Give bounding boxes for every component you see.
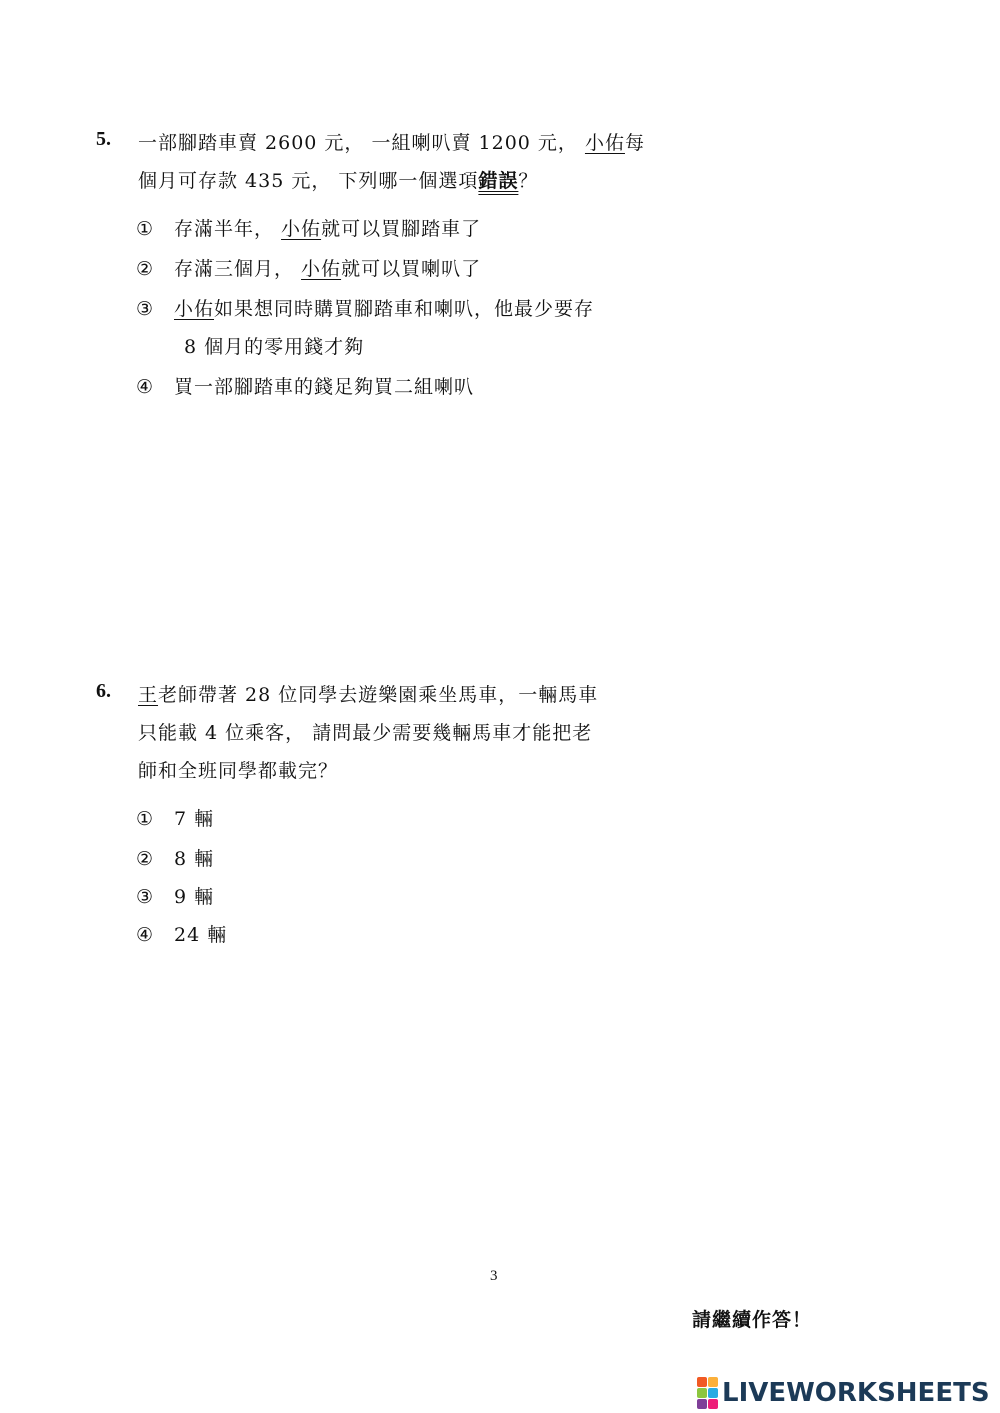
question-text-line-2 (138, 166, 538, 193)
option-text: 7 輛 (174, 808, 215, 830)
name-underlined: 王 (138, 684, 159, 706)
option-text: 就可以買喇叭了 (341, 258, 482, 280)
logo-block (697, 1377, 707, 1387)
name-underlined: 小佑 (584, 132, 625, 154)
question-number: 5. (96, 128, 111, 150)
question-text-line-1 (138, 128, 645, 155)
option-4[interactable] (136, 372, 474, 399)
option-2[interactable] (136, 254, 481, 281)
liveworksheets-logo (697, 1377, 990, 1409)
logo-text: LIVEWORKSHEETS (722, 1378, 990, 1408)
option-text: 9 輛 (174, 886, 215, 908)
option-1[interactable] (136, 804, 214, 831)
option-marker: ② (136, 848, 155, 870)
option-marker: ② (136, 258, 155, 280)
option-4[interactable] (136, 920, 227, 947)
question-text-line-3 (138, 756, 338, 783)
option-marker: ① (136, 218, 155, 240)
text-segment: ？ (518, 170, 539, 192)
continue-note: 請繼續作答！ (692, 1309, 813, 1331)
logo-block (697, 1399, 707, 1409)
option-marker: ① (136, 808, 155, 830)
option-marker: ③ (136, 886, 155, 908)
name-underlined: 小佑 (301, 258, 342, 280)
logo-blocks-icon (697, 1377, 718, 1409)
option-3[interactable] (136, 294, 594, 321)
text-segment: 只能載 4 位乘客， 請問最少需要幾輛馬車才能把老 (138, 722, 593, 744)
option-text: 買一部腳踏車的錢足夠買二組喇叭 (174, 376, 475, 398)
option-text: 24 輛 (174, 924, 228, 946)
option-text: 存滿半年， (174, 218, 282, 240)
option-3[interactable] (136, 882, 214, 909)
option-text: 如果想同時購買腳踏車和喇叭，他最少要存 (214, 298, 595, 320)
question-text-line-2 (138, 718, 592, 745)
emphasis-double-underlined: 錯誤 (478, 170, 519, 192)
option-marker: ③ (136, 298, 155, 320)
page-number: 3 (490, 1268, 498, 1284)
option-text: 就可以買腳踏車了 (321, 218, 482, 240)
question-number: 6. (96, 680, 111, 702)
logo-block (697, 1388, 707, 1398)
text-segment: 個月可存款 435 元， 下列哪一個選項 (138, 170, 479, 192)
name-underlined: 小佑 (174, 298, 215, 320)
option-3-continued (184, 332, 364, 359)
option-marker: ④ (136, 376, 155, 398)
text-segment: 師和全班同學都載完？ (138, 760, 339, 782)
question-text-line-1 (138, 680, 598, 707)
text-segment: 每 (624, 132, 645, 154)
option-text: 存滿三個月， (174, 258, 302, 280)
name-underlined: 小佑 (281, 218, 322, 240)
option-marker: ④ (136, 924, 155, 946)
logo-block (708, 1377, 718, 1387)
option-2[interactable] (136, 844, 214, 871)
option-text: 8 輛 (174, 848, 215, 870)
logo-block (708, 1399, 718, 1409)
text-segment: 老師帶著 28 位同學去遊樂園乘坐馬車，一輛馬車 (158, 684, 599, 706)
text-segment: 一部腳踏車賣 2600 元， 一組喇叭賣 1200 元， (138, 132, 585, 154)
logo-block (708, 1388, 718, 1398)
option-1[interactable] (136, 214, 481, 241)
option-text: 8 個月的零用錢才夠 (184, 336, 365, 358)
